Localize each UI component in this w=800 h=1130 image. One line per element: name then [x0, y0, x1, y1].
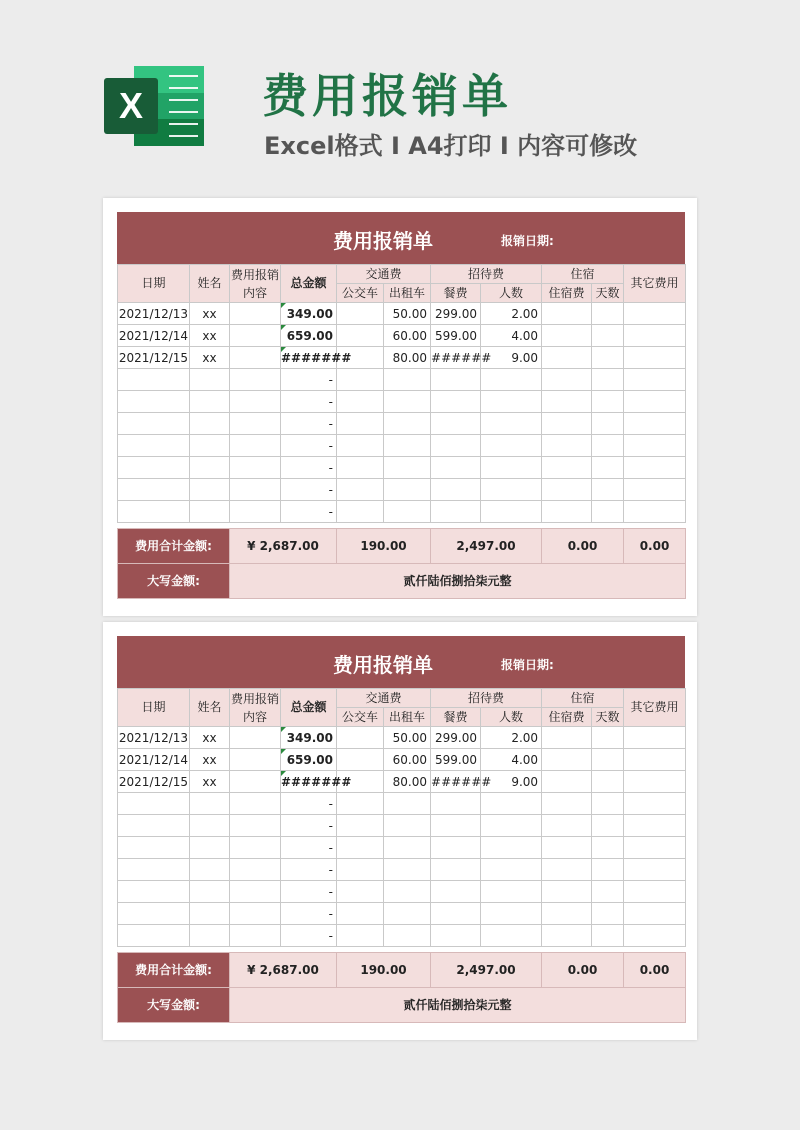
cell-lodging-fee[interactable]: [542, 347, 592, 369]
cell-date[interactable]: 2021/12/14: [118, 749, 190, 771]
header-meal: 餐费: [431, 708, 481, 727]
cell-taxi[interactable]: 50.00: [384, 727, 431, 749]
empty-row: [118, 837, 686, 859]
table-row: [118, 727, 686, 749]
form-header: [117, 636, 685, 688]
header-total: 总金额: [281, 689, 337, 727]
cell-total-dash[interactable]: -: [281, 369, 337, 391]
words-row: [118, 988, 686, 1023]
words-label: 大写金额:: [118, 988, 230, 1023]
totals-table: [117, 952, 686, 1023]
table-row: [118, 303, 686, 325]
cell-name[interactable]: xx: [190, 749, 230, 771]
cell-total[interactable]: 349.00: [281, 303, 337, 325]
sum-label: 费用合计金额:: [118, 953, 230, 988]
cell-total[interactable]: #######: [281, 771, 337, 793]
cell-meal[interactable]: 599.00: [431, 325, 481, 347]
empty-row: [118, 435, 686, 457]
form-header: [117, 212, 685, 264]
words-value: 贰仟陆佰捌拾柒元整: [230, 564, 686, 599]
sum-entertain: 2,497.00: [431, 529, 542, 564]
table-row: [118, 771, 686, 793]
empty-row: [118, 793, 686, 815]
date-label: 报销日期:: [501, 234, 554, 248]
cell-days[interactable]: [592, 303, 624, 325]
header-date: 日期: [118, 265, 190, 303]
cell-date[interactable]: 2021/12/13: [118, 303, 190, 325]
cell-taxi[interactable]: 60.00: [384, 749, 431, 771]
cell-date[interactable]: 2021/12/15: [118, 771, 190, 793]
expense-form: [117, 212, 685, 599]
cell-total-dash[interactable]: -: [281, 501, 337, 523]
cell-bus[interactable]: [337, 749, 384, 771]
cell-total[interactable]: 349.00: [281, 727, 337, 749]
cell-days[interactable]: [592, 347, 624, 369]
header-total: 总金额: [281, 265, 337, 303]
cell-total-dash[interactable]: -: [281, 815, 337, 837]
sum-lodging: 0.00: [542, 953, 624, 988]
cell-content[interactable]: [230, 347, 281, 369]
cell-taxi[interactable]: 80.00: [384, 347, 431, 369]
cell-people[interactable]: 9.00: [481, 347, 542, 369]
cell-name[interactable]: xx: [190, 771, 230, 793]
sum-row: [118, 953, 686, 988]
banner-title: 费用报销单: [262, 69, 512, 123]
cell-meal[interactable]: ######: [431, 771, 481, 793]
header-lodging-fee: 住宿费: [542, 284, 592, 303]
sum-row: [118, 529, 686, 564]
cell-date[interactable]: 2021/12/13: [118, 727, 190, 749]
cell-name[interactable]: xx: [190, 303, 230, 325]
table-row: [118, 347, 686, 369]
cell-lodging-fee[interactable]: [542, 749, 592, 771]
cell-total[interactable]: 659.00: [281, 749, 337, 771]
header-transport: 交通费: [337, 689, 431, 708]
header-people: 人数: [481, 708, 542, 727]
cell-total-dash[interactable]: -: [281, 903, 337, 925]
sum-lodging: 0.00: [542, 529, 624, 564]
header-entertain: 招待费: [431, 265, 542, 284]
cell-total[interactable]: #######: [281, 347, 337, 369]
sum-total: ¥ 2,687.00: [230, 529, 337, 564]
sum-total: ¥ 2,687.00: [230, 953, 337, 988]
header-bus: 公交车: [337, 284, 384, 303]
sum-transport: 190.00: [337, 529, 431, 564]
cell-total-dash[interactable]: -: [281, 435, 337, 457]
cell-days[interactable]: [592, 749, 624, 771]
header-lodging: 住宿: [542, 689, 624, 708]
logo-letter: X: [118, 85, 144, 126]
expense-table: [117, 688, 686, 947]
empty-row: [118, 501, 686, 523]
form-sheet-1: [103, 198, 697, 616]
cell-days[interactable]: [592, 771, 624, 793]
header-lodging: 住宿: [542, 265, 624, 284]
header-other: 其它费用: [624, 265, 686, 303]
cell-total-dash[interactable]: -: [281, 457, 337, 479]
words-value: 贰仟陆佰捌拾柒元整: [230, 988, 686, 1023]
cell-people[interactable]: 9.00: [481, 771, 542, 793]
sum-label: 费用合计金额:: [118, 529, 230, 564]
form-title: 费用报销单: [333, 229, 433, 253]
words-label: 大写金额:: [118, 564, 230, 599]
header-entertain: 招待费: [431, 689, 542, 708]
cell-total-dash[interactable]: -: [281, 925, 337, 947]
cell-people[interactable]: 4.00: [481, 325, 542, 347]
cell-meal[interactable]: 299.00: [431, 303, 481, 325]
cell-other[interactable]: [624, 303, 686, 325]
empty-row: [118, 903, 686, 925]
cell-date[interactable]: 2021/12/15: [118, 347, 190, 369]
excel-logo-icon: [102, 58, 206, 154]
cell-days[interactable]: [592, 325, 624, 347]
cell-other[interactable]: [624, 727, 686, 749]
cell-total[interactable]: 659.00: [281, 325, 337, 347]
cell-meal[interactable]: 599.00: [431, 749, 481, 771]
cell-other[interactable]: [624, 347, 686, 369]
cell-other[interactable]: [624, 771, 686, 793]
cell-bus[interactable]: [337, 727, 384, 749]
cell-bus[interactable]: [337, 303, 384, 325]
cell-other[interactable]: [624, 749, 686, 771]
cell-total-dash[interactable]: -: [281, 479, 337, 501]
sum-other: 0.00: [624, 529, 686, 564]
header-transport: 交通费: [337, 265, 431, 284]
cell-content[interactable]: [230, 749, 281, 771]
cell-other[interactable]: [624, 325, 686, 347]
cell-total-dash[interactable]: -: [281, 391, 337, 413]
cell-meal[interactable]: ######: [431, 347, 481, 369]
sum-entertain: 2,497.00: [431, 953, 542, 988]
cell-content[interactable]: [230, 771, 281, 793]
cell-people[interactable]: 4.00: [481, 749, 542, 771]
totals-table: [117, 528, 686, 599]
cell-lodging-fee[interactable]: [542, 727, 592, 749]
empty-row: [118, 925, 686, 947]
cell-total-dash[interactable]: -: [281, 793, 337, 815]
header-people: 人数: [481, 284, 542, 303]
expense-table: [117, 264, 686, 523]
header-meal: 餐费: [431, 284, 481, 303]
form-title: 费用报销单: [333, 653, 433, 677]
cell-days[interactable]: [592, 727, 624, 749]
words-row: [118, 564, 686, 599]
empty-row: [118, 881, 686, 903]
header-days: 天数: [592, 708, 624, 727]
cell-content[interactable]: [230, 325, 281, 347]
empty-row: [118, 859, 686, 881]
header-bus: 公交车: [337, 708, 384, 727]
cell-taxi[interactable]: 60.00: [384, 325, 431, 347]
empty-row: [118, 369, 686, 391]
cell-people[interactable]: 2.00: [481, 303, 542, 325]
cell-taxi[interactable]: 80.00: [384, 771, 431, 793]
header-lodging-fee: 住宿费: [542, 708, 592, 727]
cell-name[interactable]: xx: [190, 325, 230, 347]
empty-row: [118, 815, 686, 837]
cell-total-dash[interactable]: -: [281, 837, 337, 859]
cell-date[interactable]: 2021/12/14: [118, 325, 190, 347]
empty-row: [118, 391, 686, 413]
cell-name[interactable]: xx: [190, 347, 230, 369]
header-name: 姓名: [190, 265, 230, 303]
cell-content[interactable]: [230, 727, 281, 749]
empty-row: [118, 479, 686, 501]
cell-total-dash[interactable]: -: [281, 881, 337, 903]
header-content: 费用报销内容: [230, 265, 281, 303]
cell-name[interactable]: xx: [190, 727, 230, 749]
banner: [0, 0, 800, 190]
empty-row: [118, 413, 686, 435]
header-date: 日期: [118, 689, 190, 727]
header-days: 天数: [592, 284, 624, 303]
table-row: [118, 325, 686, 347]
header-other: 其它费用: [624, 689, 686, 727]
form-sheet-2: [103, 622, 697, 1040]
header-taxi: 出租车: [384, 708, 431, 727]
cell-lodging-fee[interactable]: [542, 325, 592, 347]
header-content: 费用报销内容: [230, 689, 281, 727]
cell-lodging-fee[interactable]: [542, 303, 592, 325]
banner-subtitle: Excel格式 I A4打印 I 内容可修改: [264, 132, 638, 160]
cell-taxi[interactable]: 50.00: [384, 303, 431, 325]
expense-form: [117, 636, 685, 1023]
empty-row: [118, 457, 686, 479]
cell-total-dash[interactable]: -: [281, 859, 337, 881]
cell-meal[interactable]: 299.00: [431, 727, 481, 749]
sum-transport: 190.00: [337, 953, 431, 988]
cell-lodging-fee[interactable]: [542, 771, 592, 793]
cell-total-dash[interactable]: -: [281, 413, 337, 435]
sum-other: 0.00: [624, 953, 686, 988]
date-label: 报销日期:: [501, 658, 554, 672]
header-taxi: 出租车: [384, 284, 431, 303]
table-row: [118, 749, 686, 771]
cell-people[interactable]: 2.00: [481, 727, 542, 749]
cell-content[interactable]: [230, 303, 281, 325]
cell-bus[interactable]: [337, 325, 384, 347]
header-name: 姓名: [190, 689, 230, 727]
